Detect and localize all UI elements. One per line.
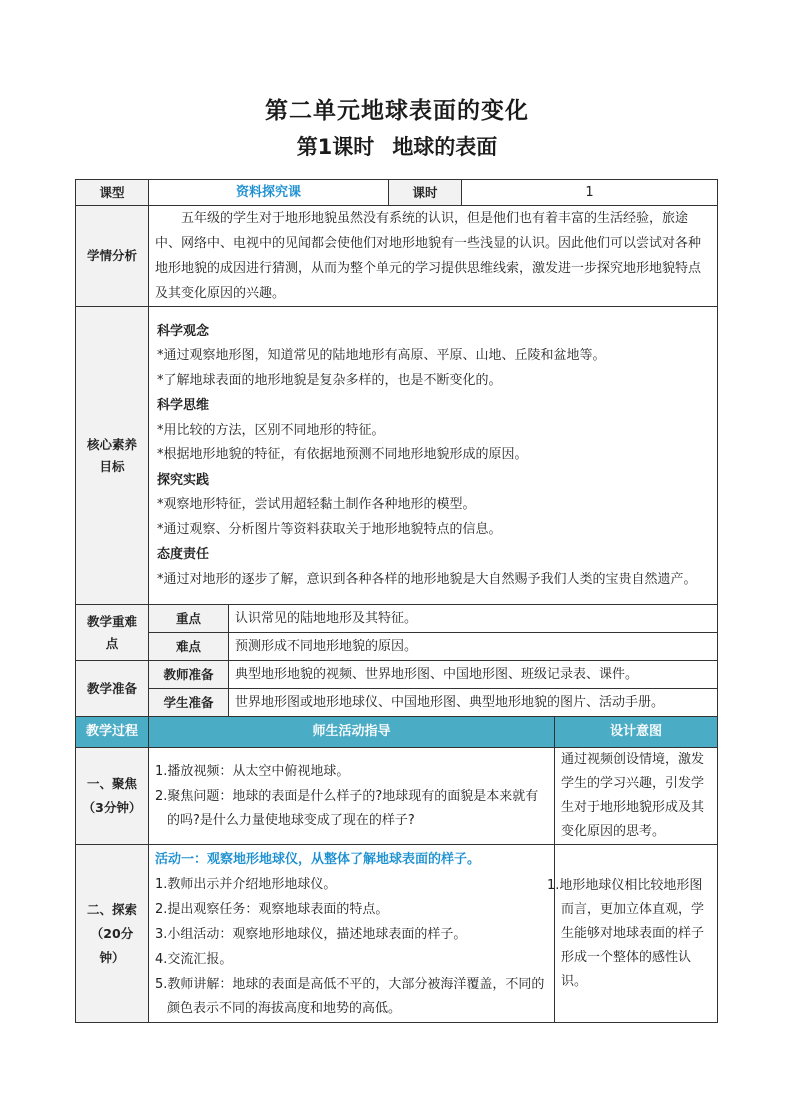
student-prep-text: 世界地形图或地形地球仪、中国地形图、典型地形地貌的图片、活动手册。 [229, 689, 718, 717]
stage-explore-time: （20分钟） [90, 925, 134, 965]
student-prep-label: 学生准备 [149, 689, 229, 717]
goal-item: *用比较的方法，区别不同地形的特征。 [157, 422, 385, 438]
goal-heading-attitude: 态度责任 [157, 547, 210, 563]
student-prep-row [76, 689, 718, 717]
step-item: 1.播放视频：从太空中俯视地球。 [155, 763, 350, 779]
stage-focus-time: （3分钟） [82, 800, 142, 815]
goal-item: *观察地形特征，尝试用超轻黏土制作各种地形的模型。 [157, 497, 476, 513]
lesson-number: 第1课时 [296, 135, 375, 159]
core-goals-label [76, 307, 149, 605]
focus-text: 认识常见的陆地地形及其特征。 [229, 605, 718, 633]
stage-focus-steps [149, 748, 555, 845]
activity-title: 活动一：观察地形地球仪，从整体了解地球表面的样子。 [155, 852, 481, 867]
difficulty-label: 难点 [149, 633, 229, 661]
process-header-col2: 师生活动指导 [149, 717, 555, 748]
goal-item: *通过观察地形图，知道常见的陆地地形有高原、平原、山地、丘陵和盆地等。 [157, 348, 606, 364]
stage-focus-design: 通过视频创设情境，激发学生的学习兴趣，引发学生对于地形地貌形成及其变化原因的思考。 [555, 748, 718, 845]
lesson-info-row [76, 180, 718, 206]
lesson-type-label: 课型 [76, 180, 149, 206]
teacher-prep-label: 教师准备 [149, 661, 229, 689]
goal-item: *了解地球表面的地形地貌是复杂多样的，也是不断变化的。 [157, 372, 502, 388]
lesson-name: 地球的表面 [392, 135, 498, 159]
process-header-col1: 教学过程 [76, 717, 149, 748]
unit-title: 第二单元地球表面的变化 [265, 98, 529, 124]
teacher-prep-text: 典型地形地貌的视频、世界地形图、中国地形图、班级记录表、课件。 [229, 661, 718, 689]
process-header-row [76, 717, 718, 748]
student-analysis-text: 五年级的学生对于地形地貌虽然没有系统的认识，但是他们也有着丰富的生活经验，旅途中、网络中、电视中的见闻都会使他们对地形地貌有一些浅显的认识。因此他们可以尝试对各种地形地貌的成因进行猜测，从而为整个单元的学习提供思维线索，激发进一步探究地形地貌特点及其变化原因的兴趣。 [149, 206, 718, 307]
stage-explore-design: 1.地形地球仪相比较地形图而言，更加立体直观，学生能够对地球表面的样子形成一个整体的感性认识。 [555, 845, 718, 1023]
goal-item: *根据地形地貌的特征，有依据地预测不同地形地貌形成的原因。 [157, 447, 528, 463]
lesson-title [0, 131, 794, 161]
key-points-label: 教学重难点 [76, 605, 149, 661]
stage-focus-row [76, 748, 718, 845]
stage-explore-row [76, 845, 718, 1023]
goal-item: *通过观察、分析图片等资料获取关于地形地貌特点的信息。 [157, 521, 502, 537]
goal-heading-practice: 探究实践 [157, 472, 210, 488]
lesson-period-value: 1 [462, 180, 718, 206]
lesson-plan-table [75, 179, 718, 1023]
stage-explore-name: 二、探索 [86, 901, 137, 917]
goal-heading-thinking: 科学思维 [157, 398, 210, 414]
stage-focus-label [76, 748, 149, 845]
step-item: 1.教师出示并介绍地形地球仪。 [155, 877, 337, 892]
teacher-prep-row [76, 661, 718, 689]
focus-label: 重点 [149, 605, 229, 633]
key-focus-row [76, 605, 718, 633]
process-header-col3: 设计意图 [555, 717, 718, 748]
step-item: 4.交流汇报。 [155, 952, 233, 967]
goal-heading-concept: 科学观念 [157, 323, 210, 339]
stage-focus-name: 一、聚焦 [86, 776, 137, 791]
step-item: 3.小组活动：观察地形地球仪，描述地球表面的样子。 [155, 927, 467, 942]
preparation-label: 教学准备 [76, 661, 149, 717]
lesson-period-label: 课时 [389, 180, 462, 206]
key-difficulty-row [76, 633, 718, 661]
stage-explore-label [76, 845, 149, 1023]
step-item: 2.提出观察任务：观察地球表面的特点。 [155, 902, 389, 917]
core-goals-label-line2: 目标 [99, 458, 125, 474]
difficulty-text: 预测形成不同地形地貌的原因。 [229, 633, 718, 661]
goal-item: *通过对地形的逐步了解，意识到各种各样的地形地貌是大自然赐予我们人类的宝贵自然遗产。 [157, 571, 697, 587]
student-analysis-row [76, 206, 718, 307]
stage-explore-steps [149, 845, 555, 1023]
step-item: 2.聚焦问题：地球的表面是什么样子的?地球现有的面貌是本来就有的吗?是什么力量使地球变成了现在的样子? [155, 788, 539, 828]
student-analysis-label: 学情分析 [76, 206, 149, 307]
core-goals-row [76, 307, 718, 605]
step-item: 5.教师讲解：地球的表面是高低不平的，大部分被海洋覆盖，不同的颜色表示不同的海拔高度和地势的高低。 [155, 977, 545, 1016]
core-goals-content [149, 307, 718, 605]
lesson-type-value: 资料探究课 [149, 180, 389, 206]
core-goals-label-line1: 核心素养 [86, 436, 137, 452]
